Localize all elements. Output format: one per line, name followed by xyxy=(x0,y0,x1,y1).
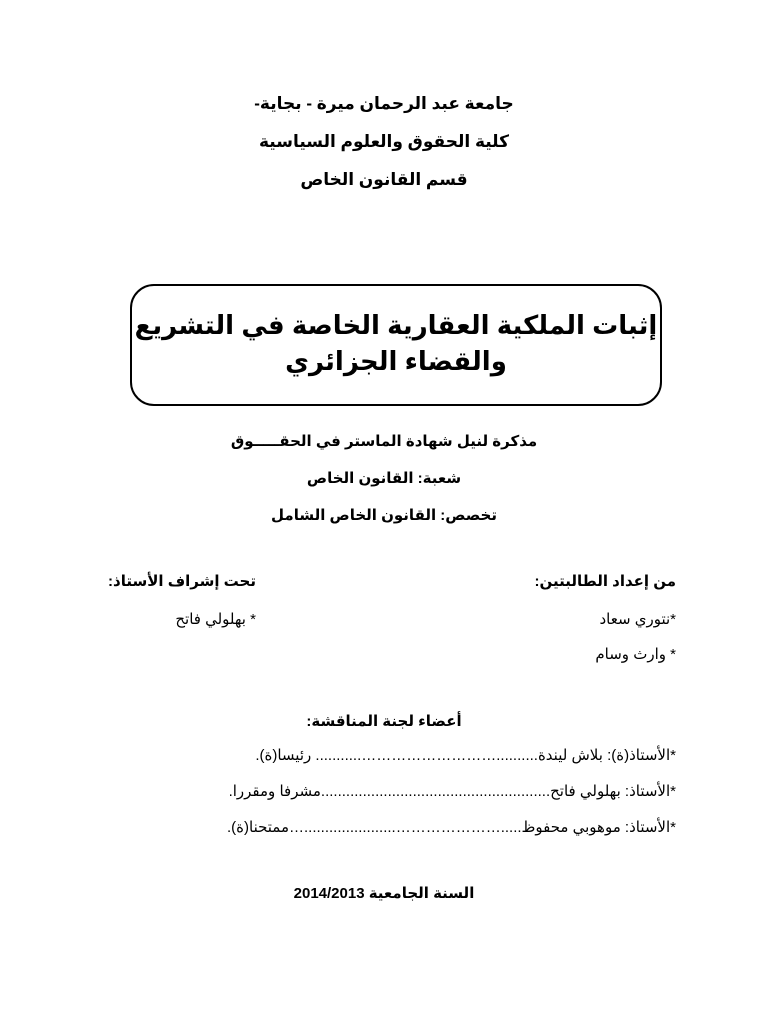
thesis-title-box xyxy=(130,284,662,406)
academic-year: السنة الجامعية 2014/2013 xyxy=(293,885,475,902)
university-name: جامعة عبد الرحمان ميرة - بجاية- xyxy=(254,94,514,113)
student-name: * وارث وسام xyxy=(595,646,676,663)
thesis-title-line-2: والقضاء الجزائري xyxy=(285,346,507,376)
committee-member-president: *الأستاذ(ة): بلاش ليندة..........………………………........... رئيسا(ة). xyxy=(255,747,676,764)
committee-member-examiner: *الأستاذ: موهوبي محفوظ.....…………………......................…ممتحنا(ة). xyxy=(226,819,676,836)
thesis-degree-line: مذكرة لنيل شهادة الماستر في الحقـــــوق xyxy=(230,433,538,450)
thesis-title-line-1: إثبات الملكية العقارية الخاصة في التشريع xyxy=(134,310,658,340)
branch-line: شعبة: القانون الخاص xyxy=(306,470,462,487)
department-name: قسم القانون الخاص xyxy=(300,170,468,189)
faculty-name: كلية الحقوق والعلوم السياسية xyxy=(258,132,510,151)
supervisor-heading: تحت إشراف الأستاذ: xyxy=(108,573,256,590)
supervisor-name: * بهلولي فاتح xyxy=(175,611,256,628)
specialty-line: تخصص: القانون الخاص الشامل xyxy=(271,507,497,524)
committee-member-supervisor: *الأستاذ: بهلولي فاتح.......................................................مشرفا ومقررا. xyxy=(228,783,676,800)
students-heading: من إعداد الطالبتين: xyxy=(534,573,676,590)
student-name: *نتوري سعاد xyxy=(599,611,676,628)
committee-heading: أعضاء لجنة المناقشة: xyxy=(306,713,462,730)
